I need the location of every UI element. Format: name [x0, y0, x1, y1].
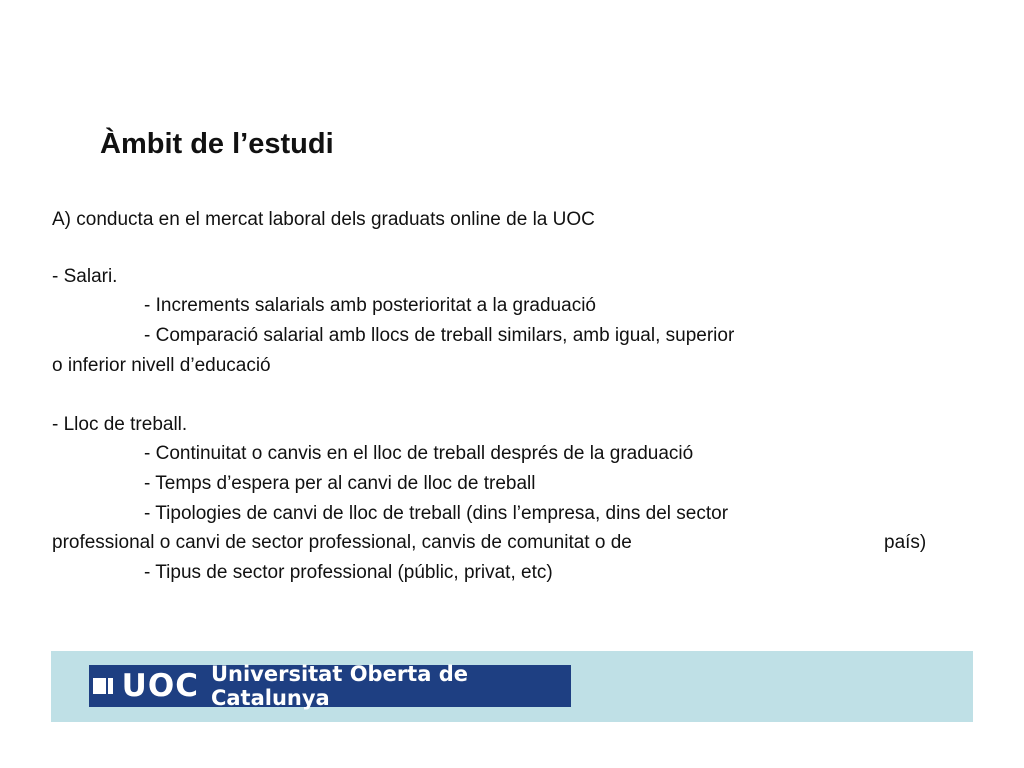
job-item-continuity: - Continuitat o canvis en el lloc de treball després de la graduació: [144, 443, 694, 464]
job-item-change-types: - Tipologies de canvi de lloc de treball (dins l’empresa, dins del sector: [144, 503, 729, 524]
logo-institution-name: Universitat Oberta de Catalunya: [210, 662, 468, 710]
logo-abbreviation: UOC: [121, 668, 199, 704]
footer-banner: [51, 651, 973, 722]
job-heading: - Lloc de treball.: [52, 414, 188, 435]
slide-title: Àmbit de l’estudi: [100, 128, 334, 160]
salary-item-increments: - Increments salarials amb posterioritat a la graduació: [144, 295, 596, 316]
uoc-logo-mark-icon: [93, 675, 114, 697]
job-item-waiting-time: - Temps d’espera per al canvi de lloc de treball: [144, 473, 536, 494]
salary-item-comparison: - Comparació salarial amb llocs de treball similars, amb igual, superior: [144, 325, 735, 346]
job-item-change-types-cont: professional o canvi de sector professional, canvis de comunitat o de: [52, 532, 632, 553]
job-item-sector-types: - Tipus de sector professional (públic, privat, etc): [144, 562, 553, 583]
salary-item-comparison-cont: o inferior nivell d’educació: [52, 355, 271, 376]
uoc-logo: [89, 662, 571, 710]
intro-line: A) conducta en el mercat laboral dels graduats online de la UOC: [52, 209, 595, 230]
job-item-change-types-end: país): [884, 532, 927, 553]
salary-heading: - Salari.: [52, 266, 118, 287]
